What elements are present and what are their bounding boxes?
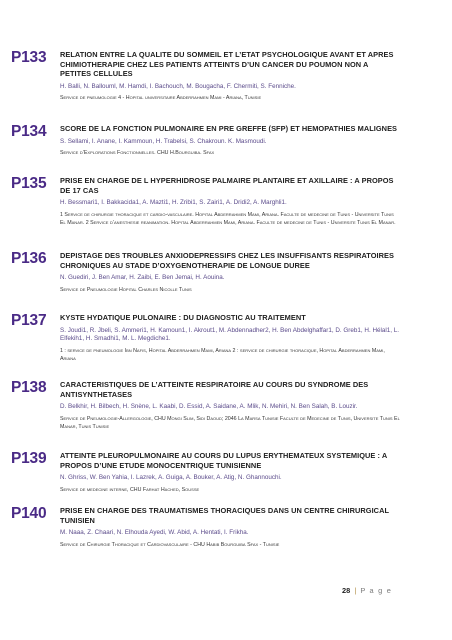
abstract-title: CARACTERISTIQUES DE L’ATTEINTE RESPIRATOIRE AU COURS DU SYNDROME DES ANTISYNTHETASES bbox=[60, 380, 369, 399]
abstract-authors: H. Balli, N. Ballouml, M. Hamdi, I. Bachouch, M. Bougacha, F. Chermiti, S. Fenniche. bbox=[60, 82, 296, 90]
abstract-code: P140 bbox=[11, 505, 47, 522]
abstract-p137 bbox=[11, 312, 400, 363]
abstract-p133 bbox=[11, 49, 400, 103]
abstract-title: RELATION ENTRE LA QUALITE DU SOMMEIL ET L’ETAT PSYCHOLOGIQUE AVANT ET APRES CHIMIOTHERAPIE CHEZ LES PATIENTS ATTEINTS D’UN CANCER DU POUMON NON A PETITES CELLULES bbox=[60, 50, 394, 79]
abstract-code: P139 bbox=[11, 450, 47, 467]
abstract-authors: N. Guediri, J. Ben Amar, H. Zaibi, E. Ben Jemai, H. Aouina. bbox=[60, 274, 225, 282]
abstract-authors: S. Sellami, I. Anane, I. Kammoun, H. Trabelsi, S. Chakroun. K. Masmoudi. bbox=[60, 137, 267, 145]
abstract-affiliation: 1 Service de chirurgie thoracique et cardio-vasculaire. Hopital Abderrahmen Mami, Ariana. Faculte de medecine de Tunis - Universite Tunis El Manar. 2 Service d’anesthesie reanimation. Hopital Abderrahmen Mami, Ariana. Faculte de medecine de Tunis - Universite Tunis El Manar. bbox=[60, 211, 396, 226]
abstract-title: PRISE EN CHARGE DES TRAUMATISMES THORACIQUES DANS UN CENTRE CHIRURGICAL TUNISIEN bbox=[60, 506, 389, 525]
abstract-code: P138 bbox=[11, 379, 47, 396]
page-footer bbox=[342, 586, 392, 595]
abstract-p139 bbox=[11, 450, 400, 495]
abstract-code: P136 bbox=[11, 250, 47, 267]
abstract-title: ATTEINTE PLEUROPULMONAIRE AU COURS DU LUPUS ERYTHEMATEUX SYSTEMIQUE : A PROPOS D’UNE ETUDE MONOCENTRIQUE TUNISIENNE bbox=[60, 451, 387, 470]
abstract-affiliation: Service de medecine interne, CHU Farhat Hached, Sousse bbox=[60, 486, 200, 493]
abstract-affiliation: Service d’Explorations Fonctionnelles. CHU H.Bourguiba. Sfax bbox=[60, 150, 215, 157]
page-label: P a g e bbox=[360, 586, 392, 595]
abstract-affiliation: Service de Pneumologie-Allergologie, CHU Mongi Slim, Sidi Daoud; 2046 La Marsa Tunisie Faculte de Medecine de Tunis, Universite Tunis El Manar, Tunis Tunisie bbox=[60, 415, 400, 430]
abstract-affiliation: Service de pneumologie 4 - Hopital universitaire Abderrahmen Mami - Ariana, Tunisie bbox=[60, 95, 262, 102]
abstract-p140 bbox=[11, 505, 400, 550]
abstract-p134 bbox=[11, 123, 400, 158]
abstract-title: KYSTE HYDATIQUE PULONAIRE : DU DIAGNOSTIC AU TRAITEMENT bbox=[60, 313, 306, 322]
abstract-authors: S. Joudi1, R. Jbeli, S. Ammeri1, H. Kamoun1, I. Akrout1, M. Abdennadher2, H. Ben Abdelghaffar1, D. Greb1, H. Hélal1, L. Elfekih1, H. Smadhi1, M. L. Megdiche1. bbox=[60, 326, 400, 343]
abstract-code: P134 bbox=[11, 123, 47, 140]
abstract-authors: N. Ghriss, W. Ben Yahia, I. Lazrek, A. Guiga, A. Bouker, A. Atig, N. Ghannouchi. bbox=[60, 474, 282, 482]
abstract-affiliation: 1 : service de pneumologie Ibn Nafis, Hopital Abderrahmen Mami, Ariana 2 : service de chirurgie thoracique, Hopital Abderrahmen Mami, Ariana bbox=[60, 347, 385, 362]
footer-separator: | bbox=[354, 586, 357, 595]
abstract-p135 bbox=[11, 175, 400, 227]
page-number: 28 bbox=[342, 586, 351, 595]
abstract-affiliation: Service de Chirurgie Thoracique et Cardiovasculaire - CHU Habib Bourguiba Sfax - Tunisie bbox=[60, 541, 280, 548]
abstract-authors: M. Naaa, Z. Chaari, N. Elhouda Ayedi, W. Abid, A. Hentati, I. Frikha. bbox=[60, 529, 249, 537]
abstract-code: P133 bbox=[11, 49, 47, 66]
abstract-affiliation: Service de Pneumologie Hopital Charles Nicolle Tunis bbox=[60, 286, 192, 293]
abstract-authors: H. Bessmari1, I. Bakkacida1, A. Mazti1, H. Zribi1, S. Zairi1, A. Dridi2, A. Marghli1. bbox=[60, 199, 287, 207]
abstract-p138 bbox=[11, 379, 400, 431]
abstract-authors: D. Belkhir, H. Bilbech, H. Snène, L. Kaabi, D. Essid, A. Saidane, A. Mlik, N. Mehiri, N. Ben Salah, B. Louzir. bbox=[60, 403, 358, 411]
abstract-code: P135 bbox=[11, 175, 47, 192]
abstract-title: SCORE DE LA FONCTION PULMONAIRE EN PRE GREFFE (SFP) ET HEMOPATHIES MALIGNES bbox=[60, 124, 398, 133]
abstract-p136 bbox=[11, 250, 400, 295]
abstract-title: PRISE EN CHARGE DE L HYPERHIDROSE PALMAIRE PLANTAIRE ET AXILLAIRE : A PROPOS DE 17 CAS bbox=[60, 176, 394, 195]
abstract-title: DEPISTAGE DES TROUBLES ANXIODEPRESSIFS CHEZ LES INSUFFISANTS RESPIRATOIRES CHRONIQUES AU STADE D’OXYGENOTHERAPIE DE LONGUE DUREE bbox=[60, 251, 394, 270]
abstract-code: P137 bbox=[11, 312, 47, 329]
